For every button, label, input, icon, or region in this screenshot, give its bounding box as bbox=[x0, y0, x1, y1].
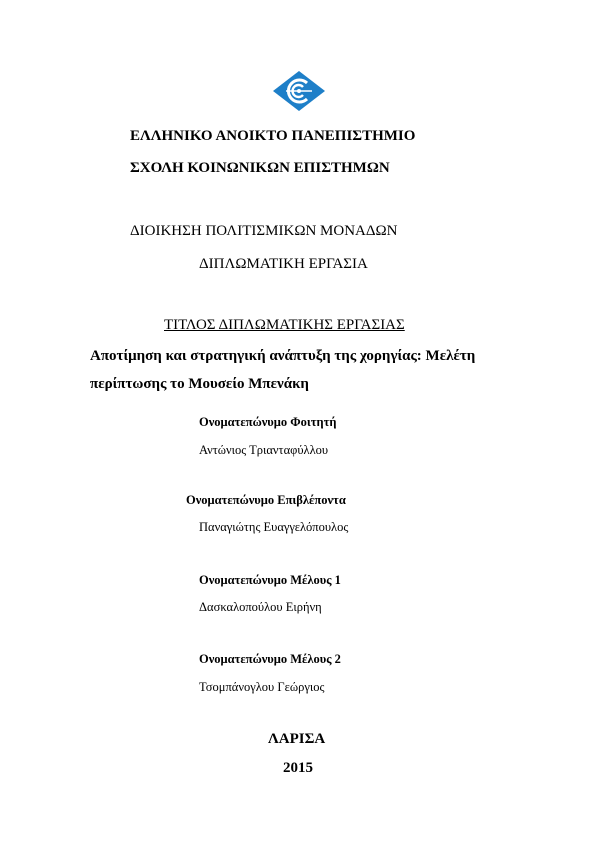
supervisor-label: Ονοματεπώνυμο Επιβλέποντα bbox=[186, 493, 346, 507]
year: 2015 bbox=[283, 760, 313, 776]
university-name: ΕΛΛΗΝΙΚΟ ΑΝΟΙΚΤΟ ΠΑΝΕΠΙΣΤΗΜΙΟ bbox=[130, 128, 416, 144]
city: ΛΑΡΙΣΑ bbox=[268, 731, 326, 747]
supervisor-name: Παναγιώτης Ευαγγελόπουλος bbox=[199, 520, 349, 534]
student-label: Ονοματεπώνυμο Φοιτητή bbox=[199, 415, 337, 429]
student-name: Αντώνιος Τριανταφύλλου bbox=[199, 443, 329, 457]
university-logo-icon bbox=[272, 70, 326, 112]
member1-label: Ονοματεπώνυμο Μέλους 1 bbox=[199, 573, 341, 587]
member2-name: Τσομπάνογλου Γεώργιος bbox=[199, 680, 325, 694]
document-type: ΔΙΠΛΩΜΑΤΙΚΗ ΕΡΓΑΣΙΑ bbox=[199, 256, 368, 272]
member1-name: Δασκαλοπούλου Ειρήνη bbox=[199, 600, 322, 614]
thesis-title-line-1: Αποτίμηση και στρατηγική ανάπτυξη της χορηγίας: Μελέτη bbox=[90, 348, 476, 364]
program-name: ΔΙΟΙΚΗΣΗ ΠΟΛΙΤΙΣΜΙΚΩΝ ΜΟΝΑΔΩΝ bbox=[130, 223, 398, 239]
thesis-title-line-2: περίπτωσης το Μουσείο Μπενάκη bbox=[90, 376, 309, 392]
school-name: ΣΧΟΛΗ ΚΟΙΝΩΝΙΚΩΝ ΕΠΙΣΤΗΜΩΝ bbox=[130, 160, 390, 176]
thesis-title-heading: ΤΙΤΛΟΣ ΔΙΠΛΩΜΑΤΙΚΗΣ ΕΡΓΑΣΙΑΣ bbox=[164, 317, 405, 333]
member2-label: Ονοματεπώνυμο Μέλους 2 bbox=[199, 652, 341, 666]
